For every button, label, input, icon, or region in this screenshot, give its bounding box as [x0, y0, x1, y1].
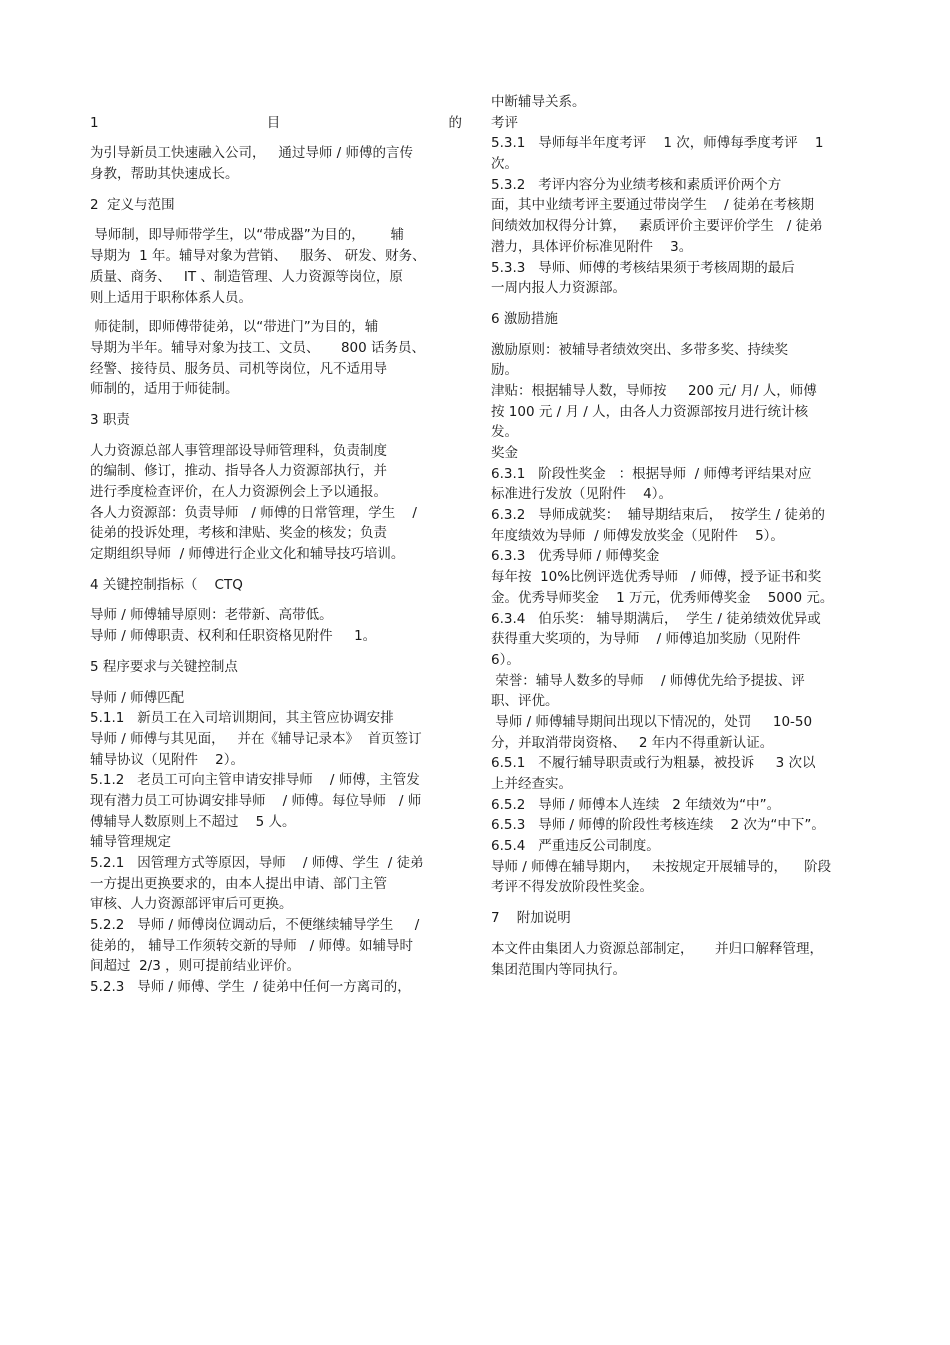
section-1-number: 1 [90, 114, 99, 131]
section-4-heading: 4 关键控制指标（ CTQ [90, 576, 243, 593]
hr-dept-duty-paragraph: 各人力资源部：负责导师 / 师傅的日常管理，学生 / 徒弟的投诉处理，考核和津贴、奖金的核发；负责 定期组织导师 / 师傅进行企业文化和辅导技巧培训。 [90, 504, 417, 563]
clause-5-1-2: 5.1.2 老员工可向主管申请安排导师 / 师傅，主管发 现有潜力员工可协调安排导师 / 师傅。每位导师 / 师 傅辅导人数原则上不超过 5 人。 [90, 772, 422, 830]
right-column [491, 92, 863, 980]
section-7-heading: 7 附加说明 [491, 910, 571, 927]
additional-notes-paragraph: 本文件由集团人力资源总部制定， 并归口解释管理， 集团范围内等同执行。 [491, 940, 823, 978]
matching-subheading: 导师 / 师傅匹配 [90, 689, 185, 706]
ctq-paragraph: 导师 / 师傅辅导原则：老带新、高带低。 导师 / 师傅职责、权利和任职资格见附件 1。 [90, 607, 377, 645]
clause-5-2-3-continued: 中断辅导关系。 [491, 94, 586, 110]
clause-6-5-2: 6.5.2 导师 / 师傅本人连续 2 年绩效为“中”。 [491, 796, 781, 813]
no-bonus-paragraph: 导师 / 师傅在辅导期内， 未按规定开展辅导的， 阶段 考评不得发放阶段性奖金。 [491, 858, 832, 896]
section-1-title-mid: 目 [266, 114, 281, 131]
clause-5-1-1: 5.1.1 新员工在入司培训期间，其主管应协调安排 导师 / 师傅与其见面， 并在《辅导记录本》 首页签订 辅导协议（见附件 2）。 [90, 710, 422, 768]
allowance-paragraph: 津贴：根据辅导人数，导师按 200 元/ 月/ 人，师傅 按 100 元 / 月 / 人，由各人力资源部按月进行统计核 发。 [491, 382, 817, 441]
section-1-heading [90, 113, 462, 134]
clause-6-5-3: 6.5.3 导师 / 师傅的阶段性考核连续 2 次为“中下”。 [491, 817, 825, 834]
clause-6-3-3-title: 6.3.3 优秀导师 / 师傅奖金 [491, 548, 660, 565]
evaluation-subheading: 考评 [491, 114, 518, 131]
clause-6-3-1: 6.3.1 阶段性奖金 ：根据导师 / 师傅考评结果对应 标准进行发放（见附件 4）。 [491, 465, 812, 503]
clause-6-3-2: 6.3.2 导师成就奖： 辅导期结束后， 按学生 / 徒弟的 年度绩效为导师 / 师傅发放奖金（见附件 5）。 [491, 507, 826, 544]
bonus-subheading: 奖金 [491, 445, 518, 461]
clause-5-2-1: 5.2.1 因管理方式等原因，导师 / 师傅、学生 / 徒弟 一方提出更换要求的，由本人提出申请、部门主管 审核、人力资源部评审后可更换。 [90, 855, 424, 913]
section-1-title-end: 的 [448, 114, 462, 131]
left-column [90, 92, 462, 998]
clause-5-3-1: 5.3.1 导师每半年度考评 1 次，师傅每季度考评 1 次。 [491, 135, 824, 173]
mentor-system-paragraph: 导师制，即导师带学生，以“带成器”为目的， 辅 导期为 1 年。辅导对象为营销、 服务、 研发、财务、 质量、商务、 IT 、制造管理、人力资源等岗位，原 则上适用于职称体系人员。 [90, 227, 426, 306]
clause-5-2-3: 5.2.3 导师 / 师傅、学生 / 徒弟中任何一方离司的， [90, 979, 411, 996]
section-5-heading: 5 程序要求与关键控制点 [90, 658, 238, 675]
clause-6-5-1: 6.5.1 不履行辅导职责或行为粗暴，被投诉 3 次以 上并经查实。 [491, 755, 816, 792]
clause-5-2-2: 5.2.2 导师 / 师傅岗位调动后，不便继续辅导学生 / 徒弟的， 辅导工作须转交新的导师 / 师傅。如辅导时 间超过 2/3 ，则可提前结业评价。 [90, 917, 420, 975]
section-3-heading: 3 职责 [90, 411, 130, 428]
purpose-paragraph: 为引导新员工快速融入公司， 通过导师 / 师傅的言传 身教，帮助其快速成长。 [90, 145, 414, 183]
clause-6-3-3: 每年按 10%比例评选优秀导师 / 师傅，授予证书和奖 金。优秀导师奖金 1 万元，优秀师傅奖金 5000 元。 [491, 569, 834, 606]
section-2-heading: 2 定义与范围 [90, 196, 175, 213]
incentive-principle: 激励原则：被辅导者绩效突出、多带多奖、持续奖 励。 [491, 341, 788, 379]
penalty-paragraph: 导师 / 师傅辅导期间出现以下情况的，处罚 10-50 分，并取消带岗资格、 2 年内不得重新认证。 [491, 713, 813, 751]
section-6-heading: 6 激励措施 [491, 310, 558, 327]
hr-hq-duty-paragraph: 人力资源总部人事管理部设导师管理科，负责制度 的编制、修订，推动、指导各人力资源部执行，并 进行季度检查评价，在人力资源例会上予以通报。 [90, 442, 387, 500]
clause-5-3-2: 5.3.2 考评内容分为业绩考核和素质评价两个方 面，其中业绩考评主要通过带岗学生 / 徒弟在考核期 间绩效加权得分计算， 素质评价主要评价学生 / 徒弟 潜力，具体评价标准见附件 3。 [491, 176, 823, 255]
clause-6-3-4: 6.3.4 伯乐奖： 辅导期满后， 学生 / 徒弟绩效优异或 获得重大奖项的，为导师 / 师傅追加奖励（见附件 6）。 [491, 610, 821, 668]
apprentice-system-paragraph: 师徒制，即师傅带徒弟，以“带进门”为目的，辅 导期为半年。辅导对象为技工、文员、 800 话务员、 经警、接待员、服务员、司机等岗位，凡不适用导 师制的，适用于师徒制。 [90, 319, 426, 398]
clause-6-5-4: 6.5.4 严重违反公司制度。 [491, 838, 660, 855]
honor-paragraph: 荣誉：辅导人数多的导师 / 师傅优先给予提拔、评 职、评优。 [491, 672, 805, 710]
management-subheading: 辅导管理规定 [90, 834, 171, 851]
clause-5-3-3: 5.3.3 导师、师傅的考核结果须于考核周期的最后 一周内报人力资源部。 [491, 259, 795, 297]
